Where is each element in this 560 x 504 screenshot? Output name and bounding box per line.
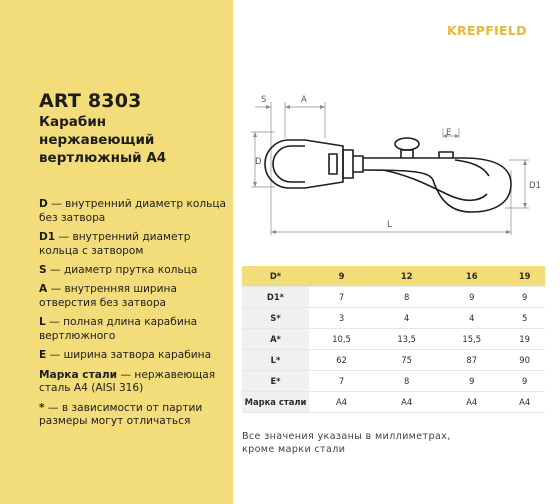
table-cell: А4 [439, 392, 504, 413]
table-cell: А4 [374, 392, 439, 413]
table-header-cell: 12 [374, 266, 439, 287]
carabiner-diagram [233, 80, 560, 260]
table-cell: 4 [374, 308, 439, 329]
table-cell: 75 [374, 350, 439, 371]
carabiner-drawing [265, 138, 511, 212]
row-label: Марка стали [242, 392, 309, 413]
table-row [242, 308, 545, 329]
definition-text: — внутренний диаметр кольца без затвора [39, 198, 227, 224]
definition-d [39, 198, 229, 225]
table-header-cell: 19 [504, 266, 545, 287]
label-d: D [255, 157, 262, 167]
table-header-label: D* [242, 266, 309, 287]
definition-term: L [39, 316, 46, 329]
definition-s [39, 264, 229, 278]
table-row [242, 287, 545, 308]
dimension-labels [255, 95, 541, 230]
dimensions-table [242, 266, 545, 413]
label-e: E [446, 128, 452, 138]
table-cell: 5 [504, 308, 545, 329]
definition-text: — ширина затвора карабина [46, 349, 212, 362]
definition-text: — внутренний диаметр кольца с затвором [39, 230, 191, 257]
note-line: Все значения указаны в миллиметрах, [242, 431, 451, 442]
definition-text: — в зависимости от партии размеры могут отличаться [39, 401, 203, 428]
row-label: E* [242, 371, 309, 392]
definition-text: — внутренняя ширина отверстия без затвора [39, 283, 177, 309]
subtitle-line: нержавеющий [39, 132, 155, 148]
table-cell: 9 [439, 287, 504, 308]
label-l: L [387, 220, 392, 230]
definition-text: — диаметр прутка кольца [46, 263, 198, 276]
row-label: S* [242, 308, 309, 329]
table-cell: 3 [309, 308, 374, 329]
dimension-arrows [253, 105, 527, 234]
label-s: S [261, 95, 267, 105]
brand-logo: KREPFIELD [447, 23, 527, 38]
definition-text: — нержавеющая сталь А4 (AISI 316) [39, 368, 216, 395]
definition-text: — полная длина карабина вертлюжного [39, 316, 198, 342]
table-cell: 9 [504, 287, 545, 308]
definition-term: Марка стали [39, 368, 118, 381]
yellow-info-panel [0, 0, 233, 504]
table-row [242, 350, 545, 371]
table-header-cell: 9 [309, 266, 374, 287]
table-cell: 13,5 [374, 329, 439, 350]
definition-term: A [39, 283, 48, 296]
definitions-list [39, 198, 229, 435]
table-cell: 15,5 [439, 329, 504, 350]
definition-term: * [39, 401, 45, 414]
table-row [242, 329, 545, 350]
table-cell: 8 [374, 287, 439, 308]
definition-asterisk [39, 402, 229, 429]
table-cell: 9 [504, 371, 545, 392]
subtitle-line: вертлюжный А4 [39, 150, 167, 166]
table-cell: 10,5 [309, 329, 374, 350]
units-note [242, 431, 451, 456]
table-cell: 9 [439, 371, 504, 392]
article-title: ART 8303 [39, 90, 142, 112]
table-cell: А4 [309, 392, 374, 413]
definition-e [39, 349, 229, 363]
table-cell: 4 [439, 308, 504, 329]
table-header-row [242, 266, 545, 287]
definition-term: S [39, 263, 47, 276]
table-row [242, 392, 545, 413]
definition-d1 [39, 231, 229, 258]
table-cell: 62 [309, 350, 374, 371]
table-cell: 8 [374, 371, 439, 392]
definition-term: E [39, 349, 47, 362]
table-cell: 7 [309, 371, 374, 392]
table-row [242, 371, 545, 392]
definition-term: D [39, 198, 48, 210]
dimension-lines [251, 102, 529, 235]
note-line: кроме марки стали [242, 443, 346, 455]
label-a: A [301, 95, 307, 105]
table-cell: 90 [504, 350, 545, 371]
table-cell: А4 [504, 392, 545, 413]
table-cell: 87 [439, 350, 504, 371]
row-label: L* [242, 350, 309, 371]
label-d1: D1 [529, 181, 541, 191]
product-subtitle [39, 113, 229, 167]
definition-a [39, 283, 229, 310]
subtitle-line: Карабин [39, 114, 107, 130]
definition-l [39, 316, 229, 343]
definition-term: D1 [39, 230, 56, 243]
row-label: D1* [242, 287, 309, 308]
table-header-cell: 16 [439, 266, 504, 287]
table-cell: 19 [504, 329, 545, 350]
definition-steel-grade [39, 369, 229, 396]
row-label: A* [242, 329, 309, 350]
table-cell: 7 [309, 287, 374, 308]
